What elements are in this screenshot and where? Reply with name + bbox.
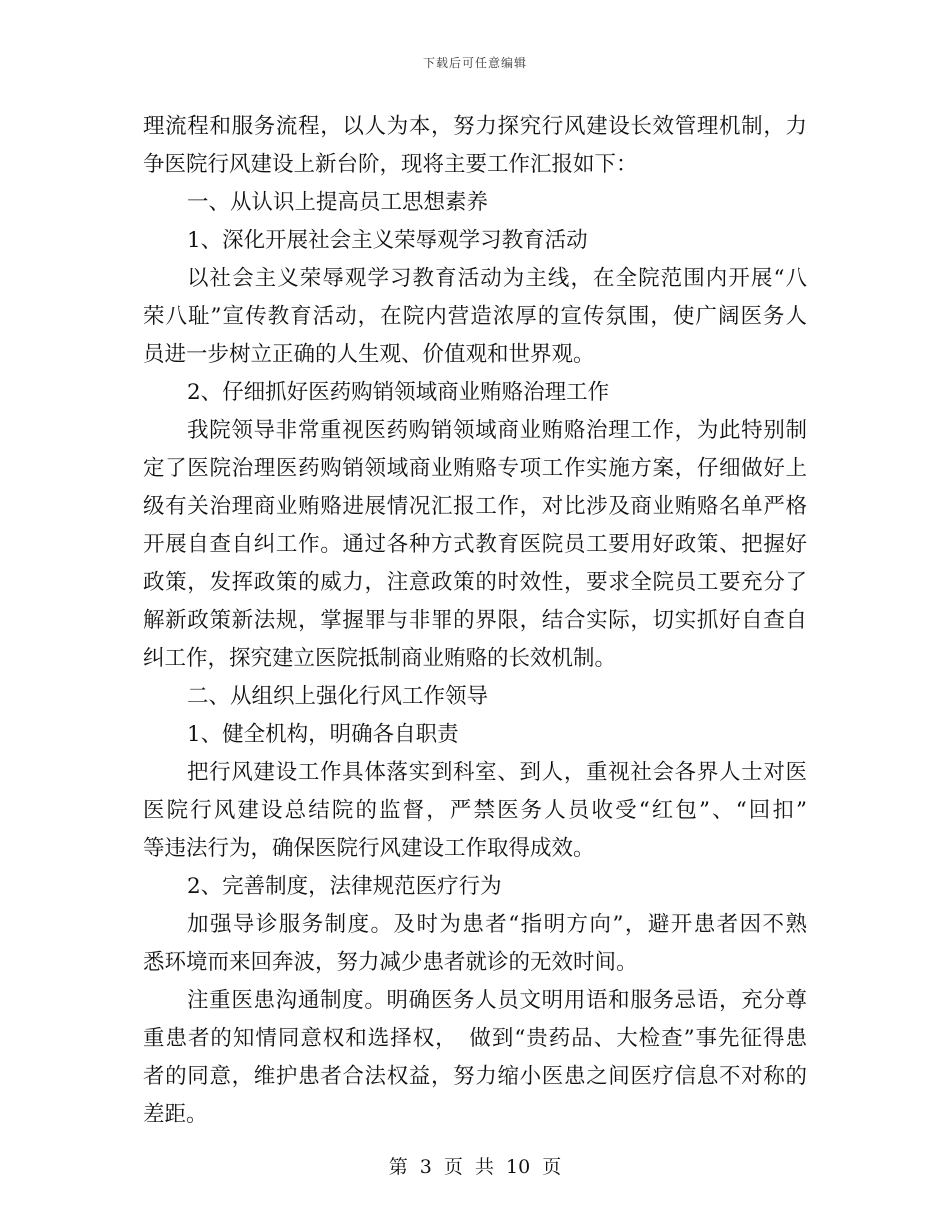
body-line: 定了医院治理医药购销领域商业贿赂专项工作实施方案，仔细做好上 — [143, 456, 807, 481]
body-line: 加强导诊服务制度。及时为患者“指明方向”，避开患者因不熟 — [187, 912, 807, 937]
body-line: 注重医患沟通制度。明确医务人员文明用语和服务忌语，充分尊 — [187, 988, 807, 1013]
subsection-heading: 1、健全机构，明确各自职责 — [187, 722, 459, 747]
body-line: 开展自查自纠工作。通过各种方式教育医院员工要用好政策、把握好 — [143, 532, 807, 557]
body-line: 级有关治理商业贿赂进展情况汇报工作，对比涉及商业贿赂名单严格 — [143, 494, 807, 519]
body-line: 重患者的知情同意权和选择权， 做到“贵药品、大检查”事先征得患 — [143, 1026, 807, 1051]
body-line: 争医院行风建设上新台阶，现将主要工作汇报如下： — [143, 152, 638, 177]
body-line: 理流程和服务流程，以人为本，努力探究行风建设长效管理机制，力 — [143, 114, 807, 139]
body-line: 悉环境而来回奔波，努力减少患者就诊的无效时间。 — [143, 950, 638, 975]
section-heading: 二、从组织上强化行风工作领导 — [187, 684, 489, 709]
document-body — [143, 108, 807, 1134]
body-line: 差距。 — [143, 1102, 208, 1127]
subsection-heading: 2、完善制度，法律规范医疗行为 — [187, 874, 502, 899]
header-note: 下载后可任意编辑 — [422, 56, 527, 70]
body-line: 政策，发挥政策的威力，注意政策的时效性，要求全院员工要充分了 — [143, 570, 807, 595]
body-line: 荣八耻”宣传教育活动，在院内营造浓厚的宣传氛围，使广阔医务人 — [143, 304, 807, 329]
body-line: 员进一步树立正确的人生观、价值观和世界观。 — [143, 342, 595, 367]
body-line: 医院行风建设总结院的监督，严禁医务人员收受“红包”、“回扣” — [143, 798, 807, 823]
body-line: 把行风建设工作具体落实到科室、到人，重视社会各界人士对医 — [187, 760, 807, 785]
subsection-heading: 1、深化开展社会主义荣辱观学习教育活动 — [187, 228, 588, 253]
body-line: 我院领导非常重视医药购销领域商业贿赂治理工作，为此特别制 — [187, 418, 807, 443]
section-heading: 一、从认识上提高员工思想素养 — [187, 190, 489, 215]
subsection-heading: 2、仔细抓好医药购销领域商业贿赂治理工作 — [187, 380, 610, 405]
body-line: 者的同意，维护患者合法权益，努力缩小医患之间医疗信息不对称的 — [143, 1064, 807, 1089]
body-line: 纠工作，探究建立医院抵制商业贿赂的长效机制。 — [143, 646, 617, 671]
page-number-footer: 第 3 页 共 10 页 — [388, 1156, 562, 1178]
body-line: 解新政策新法规，掌握罪与非罪的界限，结合实际，切实抓好自查自 — [143, 608, 807, 633]
body-line: 等违法行为，确保医院行风建设工作取得成效。 — [143, 836, 595, 861]
body-line: 以社会主义荣辱观学习教育活动为主线，在全院范围内开展“八 — [187, 266, 807, 291]
